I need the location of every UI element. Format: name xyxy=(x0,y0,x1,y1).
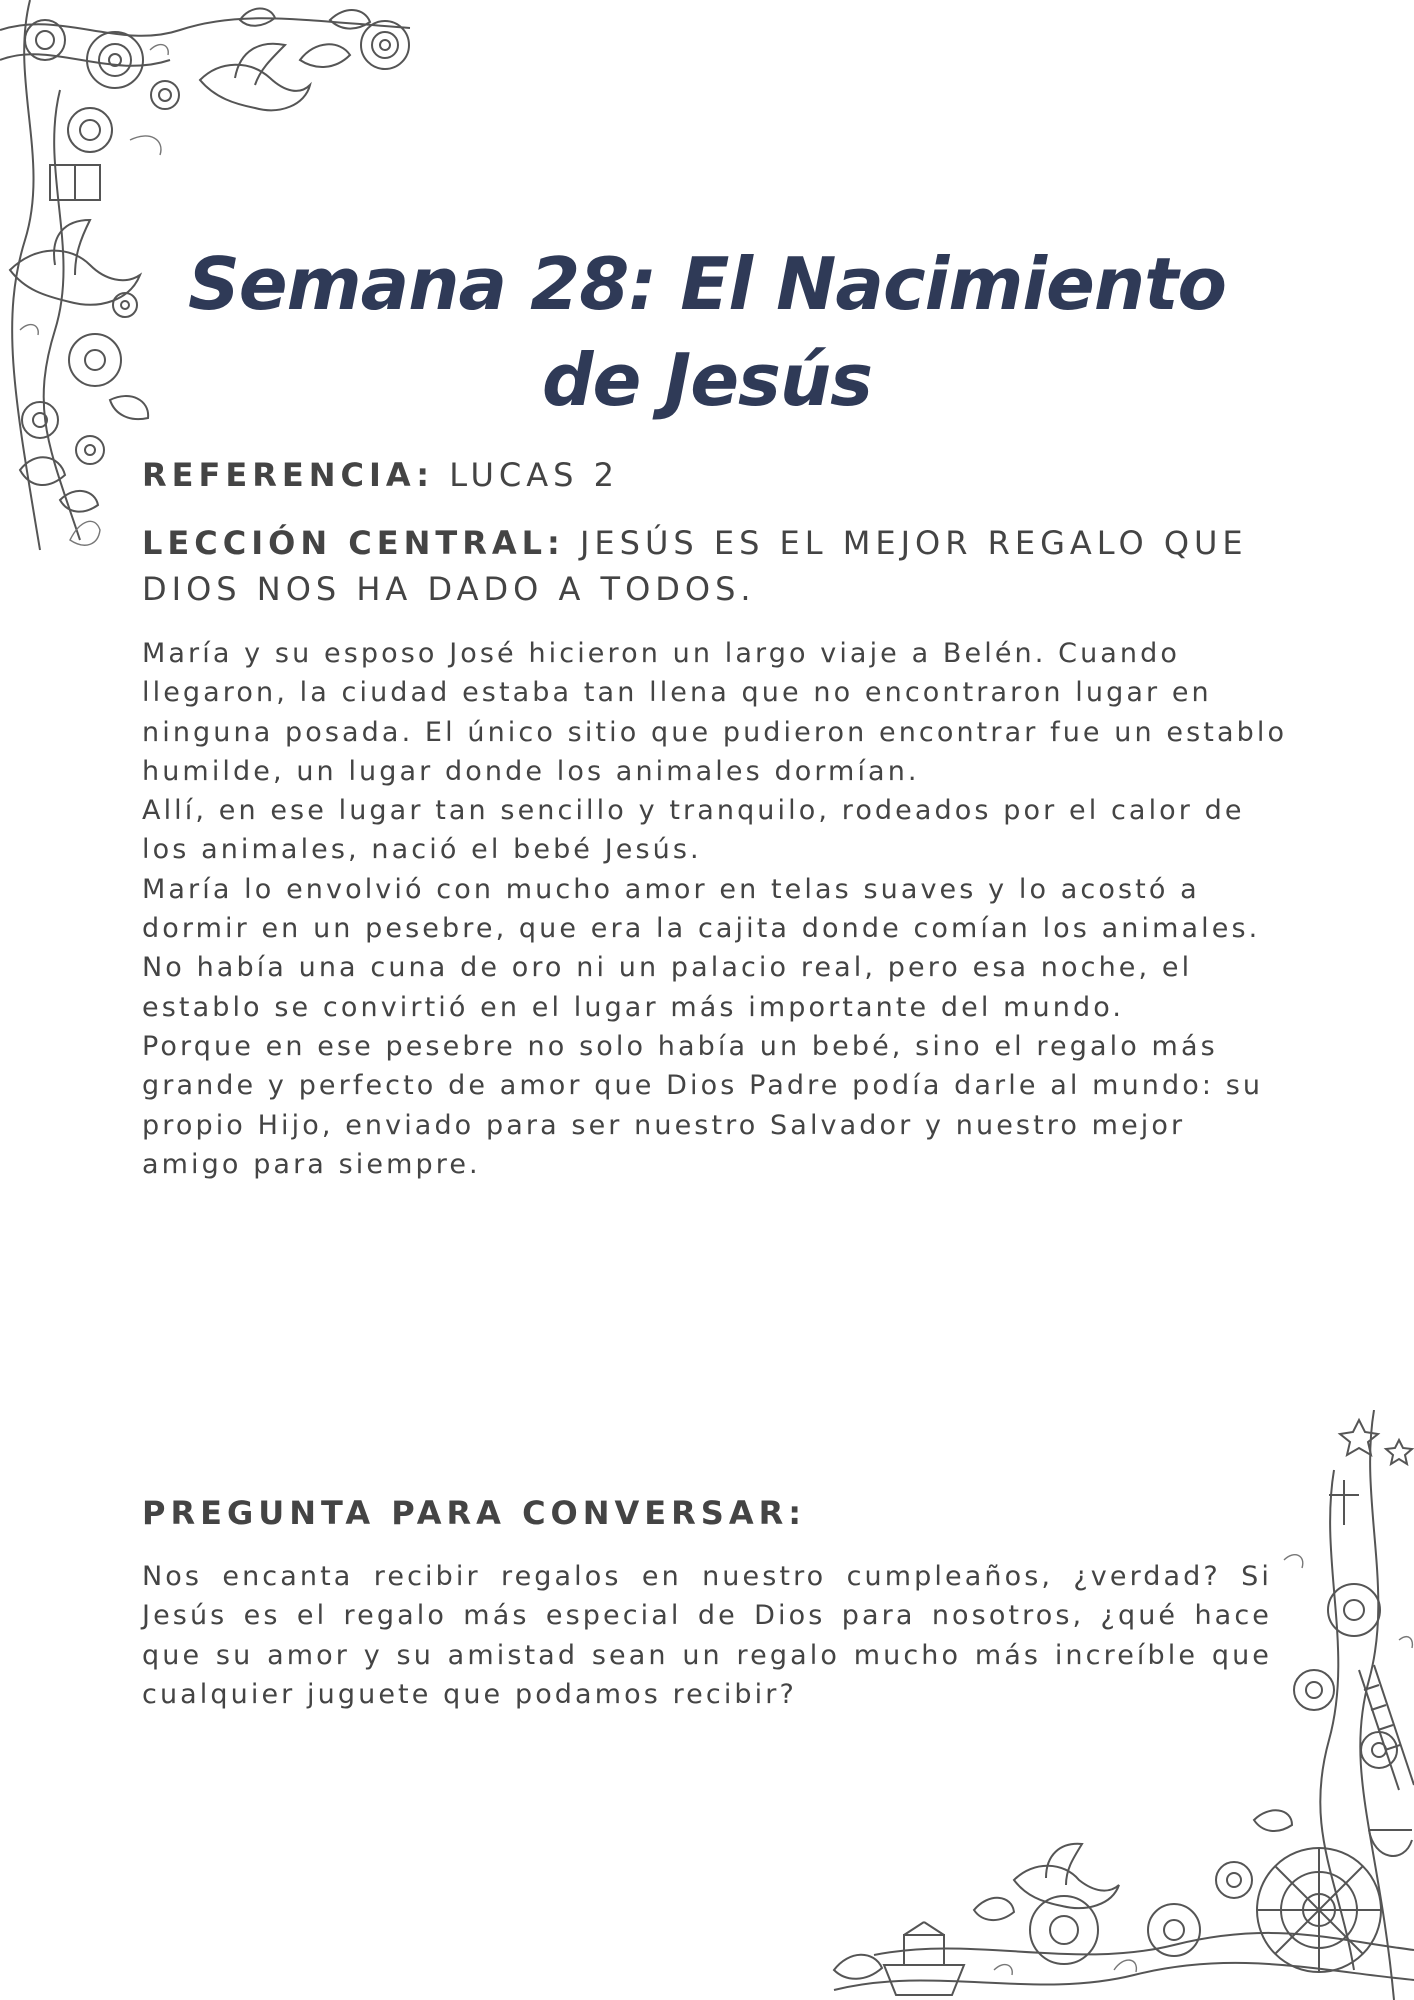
story-paragraph: No había una cuna de oro ni un palacio real, pero esa noche, el establo se convirtió en el lugar más importante del mundo. xyxy=(142,952,1193,1023)
title-line-2: de Jesús xyxy=(541,338,873,422)
page-title xyxy=(150,236,1264,428)
central-lesson-value: JESÚS ES EL MEJOR REGALO QUE DIOS NOS HA DADO A TODOS. xyxy=(142,524,1248,608)
story-paragraph: Porque en ese pesebre no solo había un bebé, sino el regalo más grande y perfecto de amor que Dios Padre podía darle al mundo: su propio Hijo, enviado para ser nuestro Salvador y nuestro mejor amigo para siempre. xyxy=(142,1030,1264,1180)
reference-value: LUCAS 2 xyxy=(434,456,619,494)
central-lesson-label: LECCIÓN CENTRAL: xyxy=(142,524,565,562)
reference-label: REFERENCIA: xyxy=(142,456,435,494)
story-paragraph: María lo envolvió con mucho amor en telas suaves y lo acostó a dormir en un pesebre, que era la cajita donde comían los animales. xyxy=(142,873,1261,945)
question-heading: PREGUNTA PARA CONVERSAR: xyxy=(142,1494,807,1532)
central-lesson-line xyxy=(142,520,1312,612)
title-line-1: Semana 28: El Nacimiento xyxy=(187,242,1227,326)
story-paragraph: Allí, en ese lugar tan sencillo y tranquilo, rodeados por el calor de los animales, nació el bebé Jesús. xyxy=(142,795,1245,866)
story-body xyxy=(142,634,1292,1184)
reference-line xyxy=(142,452,1312,498)
story-paragraph: María y su esposo José hicieron un largo viaje a Belén. Cuando llegaron, la ciudad estaba tan llena que no encontraron lugar en ninguna posada. El único sitio que pudieron encontrar fue un establo humilde, un lugar donde los animales dormían. xyxy=(142,638,1288,787)
question-text: Nos encanta recibir regalos en nuestro cumpleaños, ¿verdad? Si Jesús es el regalo más especial de Dios para nosotros, ¿qué hace que su amor y su amistad sean un regalo mucho más increíble que cualquier juguete que podamos recibir? xyxy=(142,1561,1272,1710)
